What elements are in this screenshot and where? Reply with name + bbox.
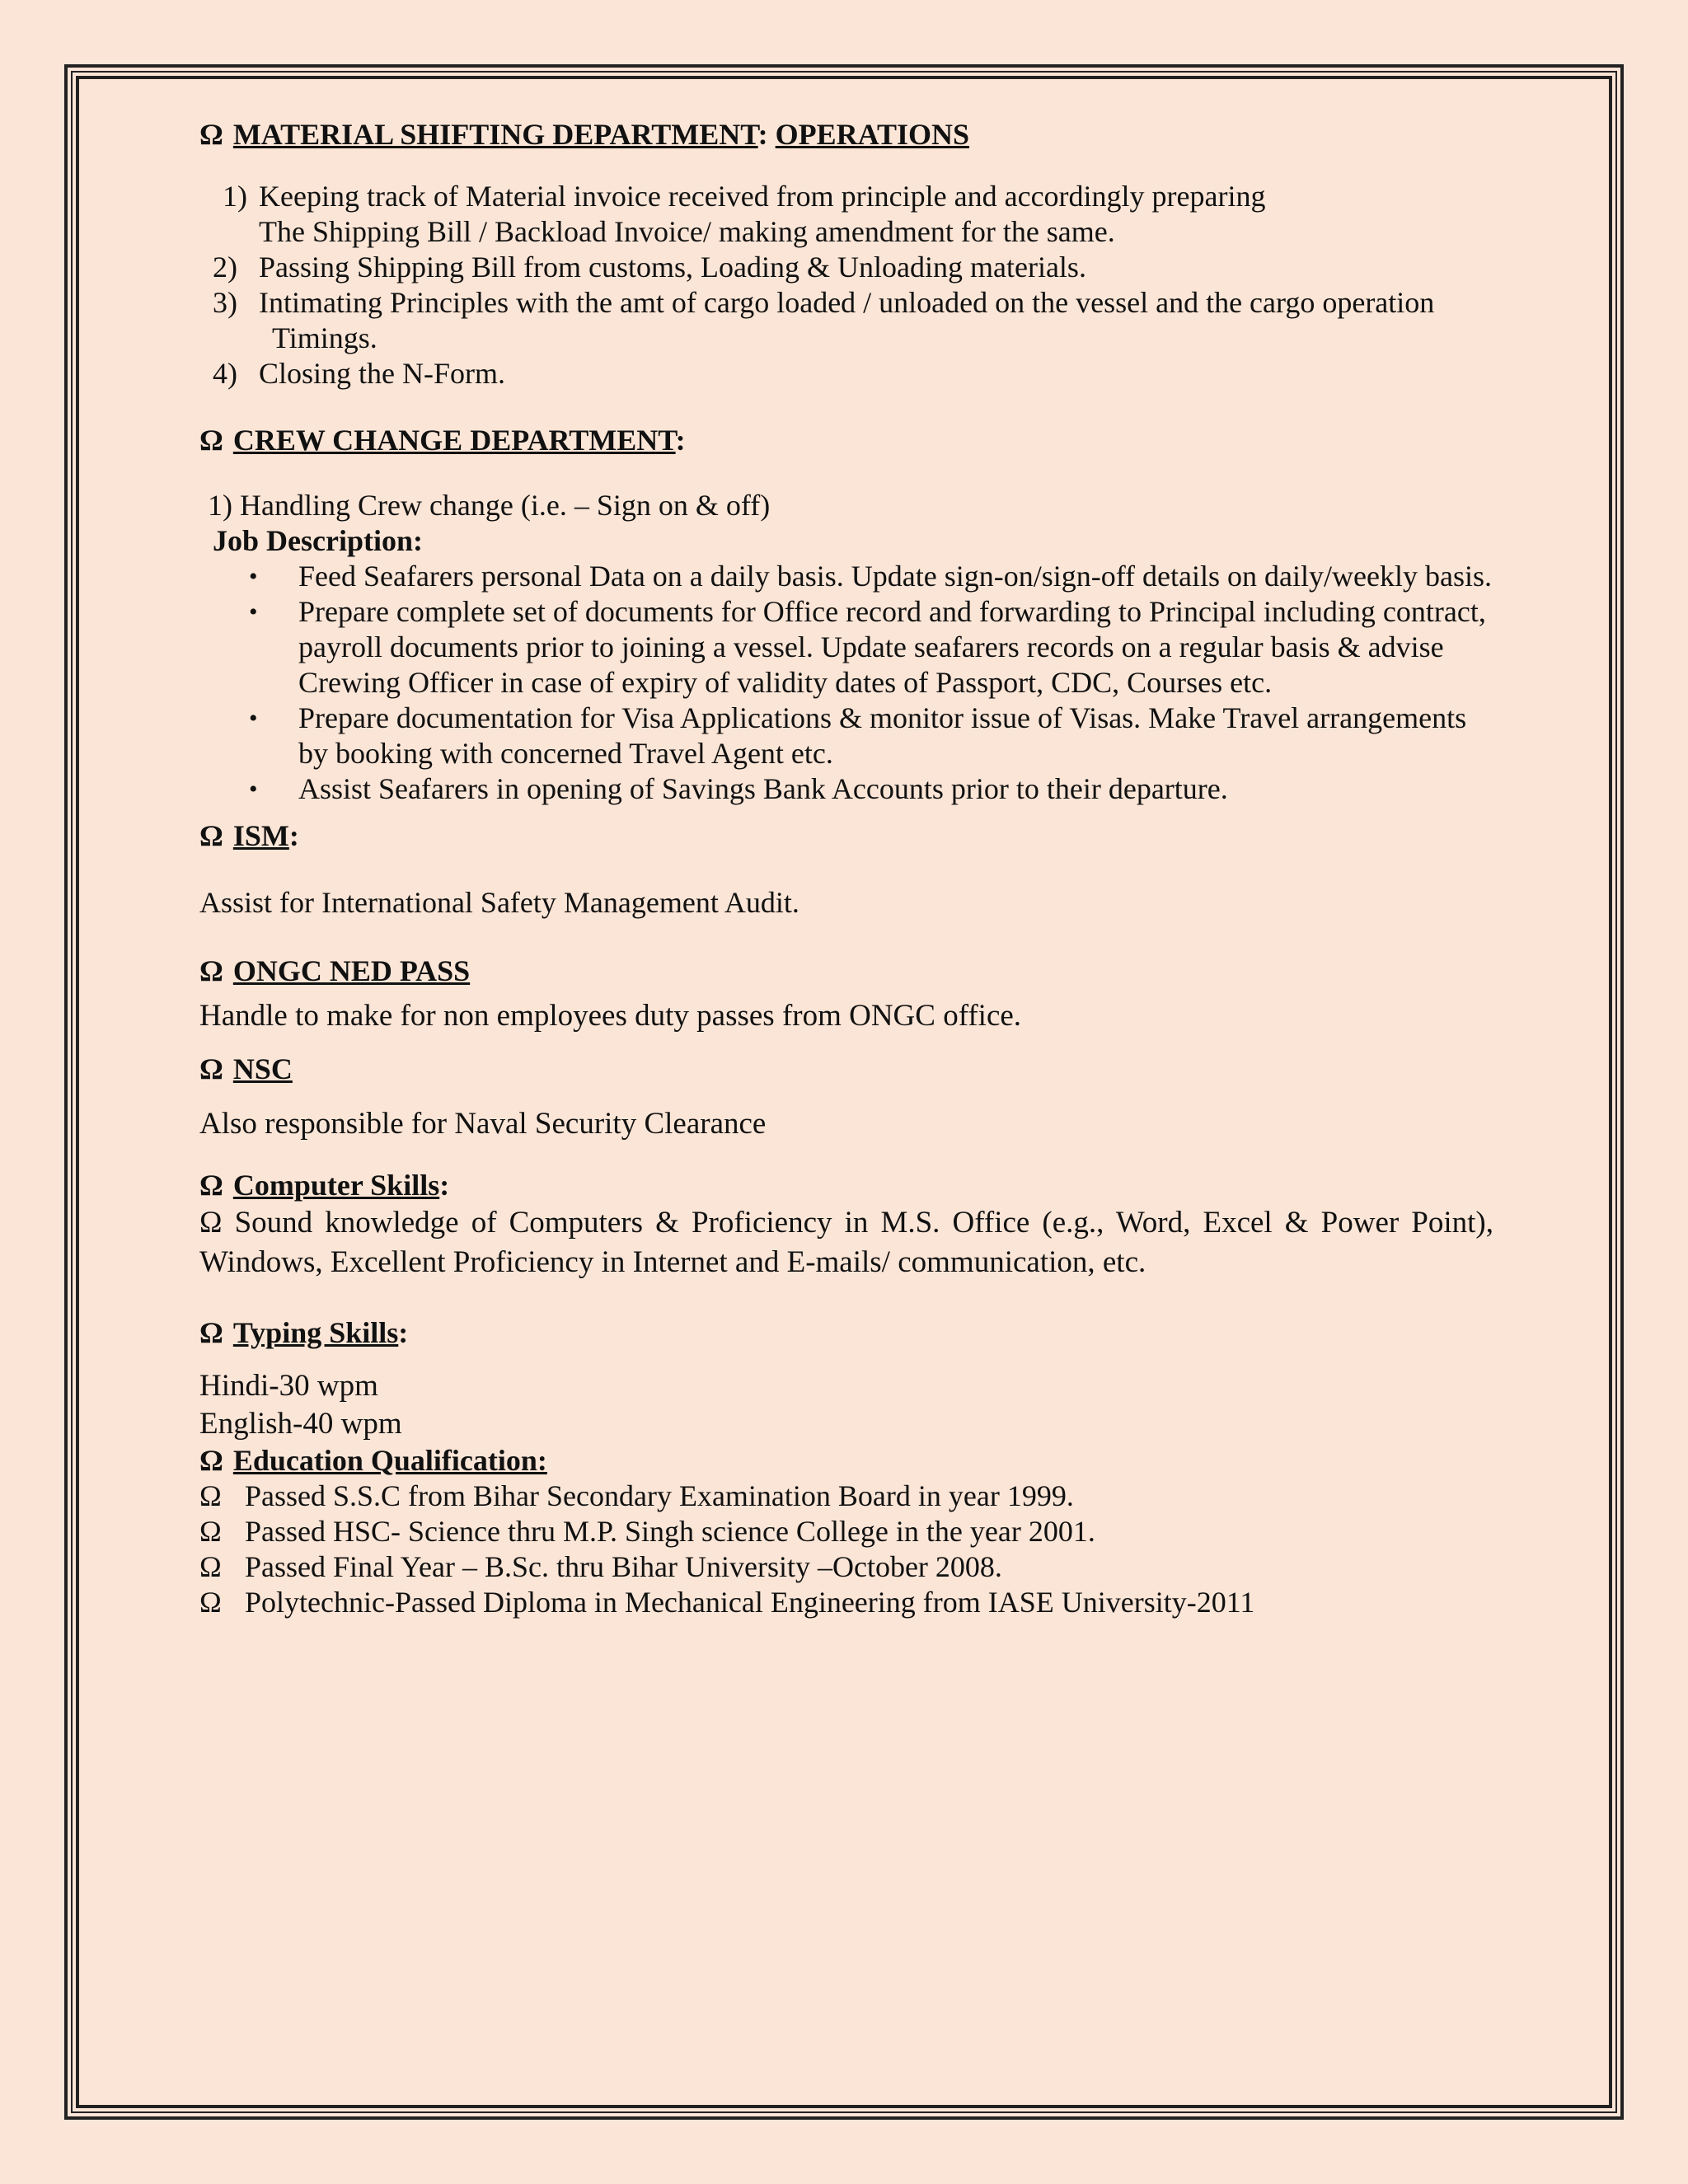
item-text: Intimating Principles with the amt of cargo loaded / unloaded on the vessel and the cargo operation [259,286,1435,319]
computer-heading [199,1168,1493,1203]
list-item [199,1479,1493,1514]
ism-title: ISM [232,819,289,852]
list-item [199,1549,1493,1585]
crew-item: 1) Handling Crew change (i.e. – Sign on & off) [208,489,771,522]
ongc-title: ONGC NED PASS [232,954,471,987]
typing-english: English-40 wpm [199,1407,402,1441]
item-number: 1) [223,180,247,213]
item-text: Passing Shipping Bill from customs, Loading & Unloading materials. [259,251,1086,284]
omega-icon: Ω [199,1479,222,1512]
item-text-continued: Timings. [272,321,377,354]
computer-colon: : [439,1169,450,1202]
material-list [199,179,1493,391]
nsc-title: NSC [232,1052,293,1085]
list-item [199,771,1493,807]
item-text-continued: The Shipping Bill / Backload Invoice/ making amendment for the same. [259,215,1115,248]
ism-heading [199,818,1493,854]
education-text: Passed S.S.C from Bihar Secondary Examination Board in year 1999. [245,1479,1074,1512]
education-heading [199,1443,1493,1479]
bullet-text: Assist Seafarers in opening of Savings Bank Accounts prior to their departure. [298,772,1228,805]
crew-colon: : [675,424,686,457]
education-text: Polytechnic-Passed Diploma in Mechanical Engineering from IASE University-2011 [245,1586,1255,1619]
crew-title: CREW CHANGE DEPARTMENT [232,424,676,457]
omega-icon: Ω [199,1316,223,1349]
bullet-text: Prepare documentation for Visa Applications & monitor issue of Visas. Make Travel arrangements by booking with concerned Travel Agent etc. [298,701,1467,770]
nsc-heading [199,1052,1493,1087]
crew-heading [199,423,1493,458]
bullet-icon: • [249,563,258,590]
job-description-label: Job Description: [213,524,423,557]
omega-icon: Ω [199,1444,223,1477]
omega-icon: Ω [199,1169,223,1202]
ism-colon: : [288,819,299,852]
omega-icon: Ω [199,1052,223,1085]
material-colon: : [757,118,768,151]
ongc-text: Handle to make for non employees duty passes from ONGC office. [199,999,1022,1033]
typing-heading [199,1315,1493,1351]
computer-title: Computer Skills [232,1169,440,1202]
typing-colon: : [398,1316,409,1349]
typing-hindi: Hindi-30 wpm [199,1369,378,1403]
list-item [199,179,1493,250]
list-item [199,594,1493,701]
bullet-icon: • [249,776,258,803]
education-text: Passed HSC- Science thru M.P. Singh science College in the year 2001. [245,1515,1095,1548]
bullet-text: Feed Seafarers personal Data on a daily basis. Update sign-on/sign-off details on daily/weekly basis. [298,560,1492,593]
list-item [199,701,1493,771]
typing-title: Typing Skills [232,1316,399,1349]
material-title: MATERIAL SHIFTING DEPARTMENT [232,118,758,151]
bullet-text: Prepare complete set of documents for Office record and forwarding to Principal including contract, payroll documents prior to joining a vessel. Update seafarers records on a regular basis & advise Crewing Officer in case of expiry of validity dates of Passport, CDC, Courses etc. [298,595,1486,699]
omega-icon: Ω [199,118,223,151]
omega-icon: Ω [199,1586,222,1619]
material-heading [199,117,1493,152]
omega-icon: Ω [199,1550,222,1583]
list-item [199,285,1493,356]
education-list [199,1479,1493,1620]
omega-icon: Ω [199,424,223,457]
list-item [199,356,1493,391]
job-description-list [199,559,1493,807]
omega-icon: Ω [199,954,223,987]
resume-content [199,114,1493,1620]
education-text: Passed Final Year – B.Sc. thru Bihar University –October 2008. [245,1550,1002,1583]
list-item [199,1514,1493,1549]
bullet-icon: • [249,705,258,732]
item-text: Keeping track of Material invoice received from principle and accordingly preparing [259,180,1266,213]
omega-icon: Ω [199,819,223,852]
bullet-icon: • [249,598,258,626]
education-title: Education Qualification: [232,1444,547,1477]
ongc-heading [199,954,1493,989]
ism-text: Assist for International Safety Management Audit. [199,886,799,919]
omega-icon: Ω [199,1515,222,1548]
item-number: 4) [213,357,237,390]
list-item [199,250,1493,285]
computer-text: Ω Sound knowledge of Computers & Proficiency in M.S. Office (e.g., Word, Excel & Power Point), Windows, Excellent Proficiency in Internet and E-mails/ communication, etc. [199,1206,1493,1279]
item-number: 3) [213,286,237,319]
item-number: 2) [213,251,237,284]
list-item [199,559,1493,594]
list-item [199,1585,1493,1620]
operations-title: OPERATIONS [775,118,970,151]
item-text: Closing the N-Form. [259,357,506,390]
nsc-text: Also responsible for Naval Security Clearance [199,1107,767,1141]
